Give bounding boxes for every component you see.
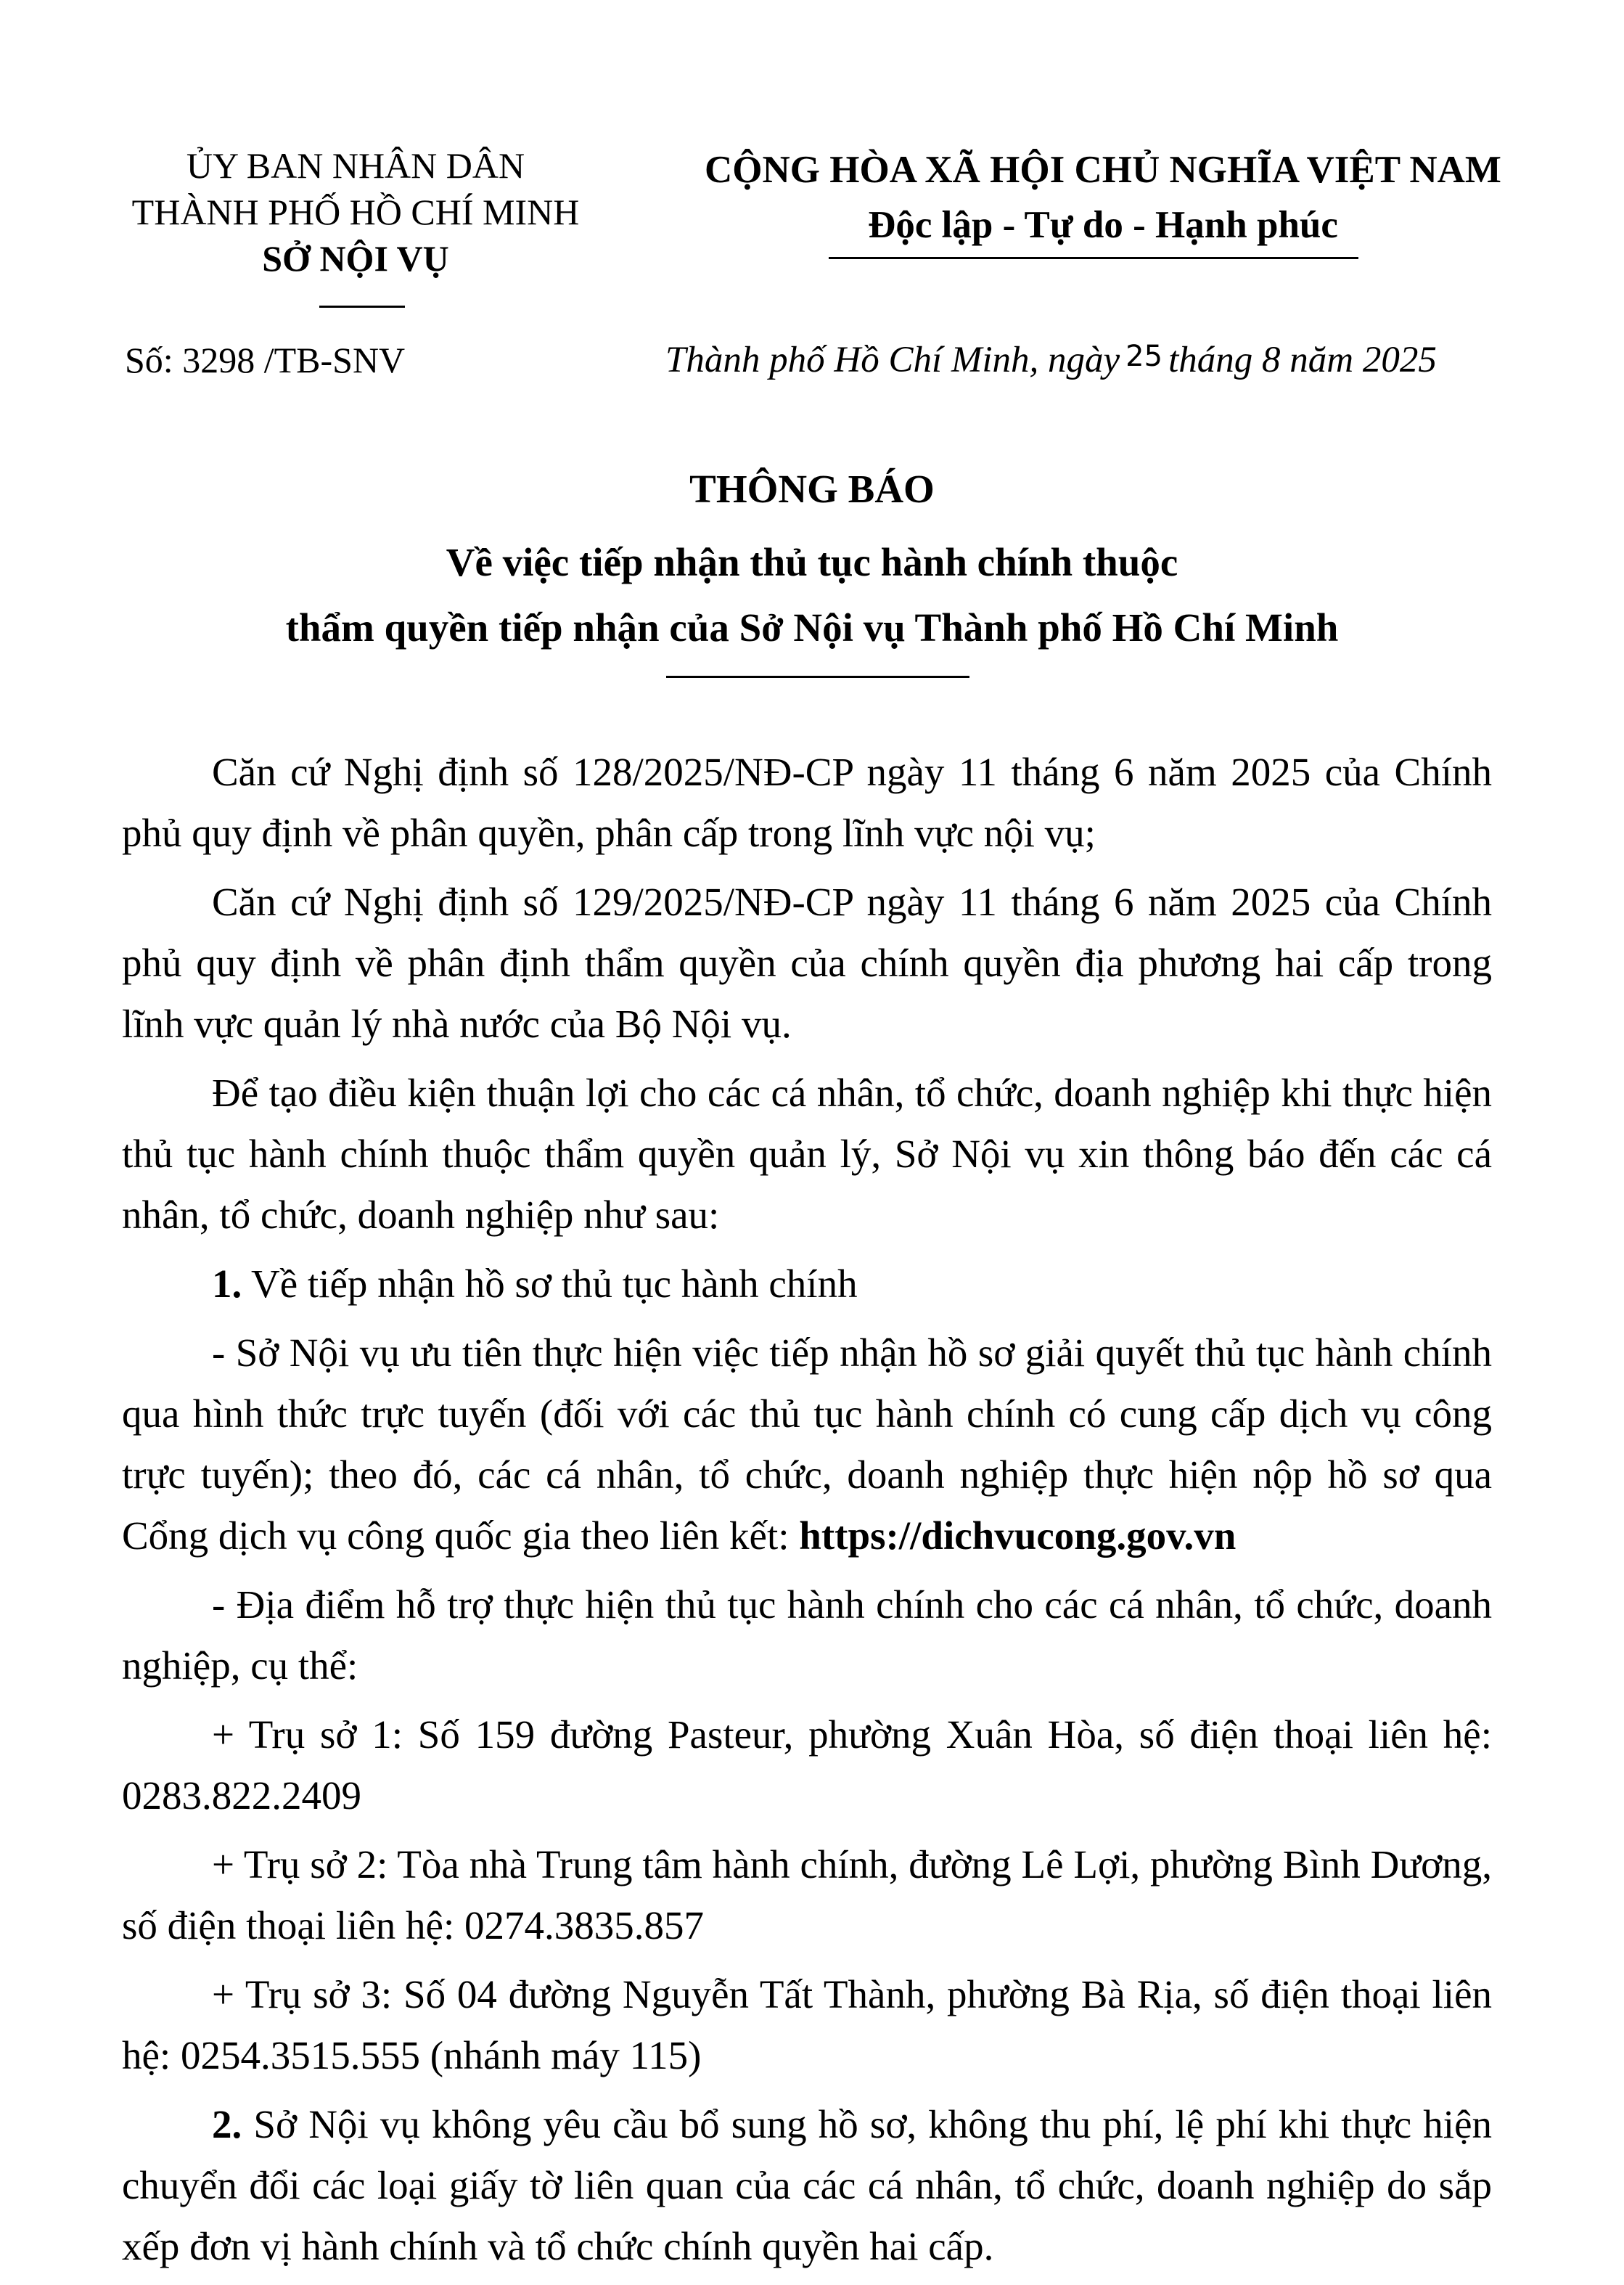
- paragraph-legal-basis-2: Căn cứ Nghị định số 129/2025/NĐ-CP ngày 11 tháng 6 năm 2025 của Chính phủ quy định về phân định thẩm quyền của chính quyền địa phương hai cấp trong lĩnh vực quản lý nhà nước của Bộ Nội vụ.: [122, 880, 1492, 1046]
- section-1-title: Về tiếp nhận hồ sơ thủ tục hành chính: [242, 1262, 858, 1306]
- motto-underline: [829, 257, 1358, 259]
- date-day: 25: [1125, 340, 1163, 373]
- paragraph-intro: Để tạo điều kiện thuận lợi cho các cá nhân, tổ chức, doanh nghiệp khi thực hiện thủ tục hành chính thuộc thẩm quyền quản lý, Sở Nội vụ xin thông báo đến các cá nhân, tổ chức, doanh nghiệp như sau:: [122, 1071, 1492, 1237]
- paragraph-online-submission: [122, 1323, 1492, 1566]
- document-subtitle: [0, 530, 1624, 661]
- section-2: [122, 2094, 1492, 2277]
- section-1-heading: [122, 1254, 1492, 1315]
- office-2: + Trụ sở 2: Tòa nhà Trung tâm hành chính, đường Lê Lợi, phường Bình Dương, số điện thoại liên hệ: 0274.3835.857: [122, 1842, 1492, 1947]
- document-title: THÔNG BÁO: [689, 467, 935, 511]
- subtitle-line-2: thẩm quyền tiếp nhận của Sở Nội vụ Thành phố Hồ Chí Minh: [285, 605, 1339, 650]
- section-2-text: Sở Nội vụ không yêu cầu bổ sung hồ sơ, không thu phí, lệ phí khi thực hiện chuyển đổi các loại giấy tờ liên quan của các cá nhân, tổ chức, doanh nghiệp do sắp xếp đơn vị hành chính và tổ chức chính quyền hai cấp.: [122, 2102, 1492, 2268]
- office-3: + Trụ sở 3: Số 04 đường Nguyễn Tất Thành, phường Bà Rịa, số điện thoại liên hệ: 0254.3515.555 (nhánh máy 115): [122, 1972, 1492, 2077]
- org-line-2: THÀNH PHỐ HỒ CHÍ MINH: [131, 192, 580, 232]
- issue-date: [665, 337, 1437, 385]
- online-submission-text: - Sở Nội vụ ưu tiên thực hiện việc tiếp nhận hồ sơ giải quyết thủ tục hành chính qua hình thức trực tuyến (đối với các thủ tục hành chính có cung cấp dịch vụ công trực tuyến); theo đó, các cá nhân, tổ chức, doanh nghiệp thực hiện nộp hồ sơ qua Cổng dịch vụ công quốc gia theo liên kết:: [122, 1330, 1492, 1558]
- org-line-1: ỦY BAN NHÂN DÂN: [186, 145, 525, 186]
- title-underline: [666, 676, 969, 678]
- department-name: SỞ NỘI VỤ: [262, 238, 449, 279]
- national-motto: Độc lập - Tự do - Hạnh phúc: [868, 204, 1338, 246]
- document-number: Số: 3298 /TB-SNV: [125, 340, 406, 380]
- paragraph-legal-basis-1: Căn cứ Nghị định số 128/2025/NĐ-CP ngày 11 tháng 6 năm 2025 của Chính phủ quy định về phân quyền, phân cấp trong lĩnh vực nội vụ;: [122, 750, 1492, 855]
- national-header: [675, 142, 1531, 253]
- office-1: + Trụ sở 1: Số 159 đường Pasteur, phường Xuân Hòa, số điện thoại liên hệ: 0283.822.2409: [122, 1712, 1492, 1818]
- date-suffix: tháng 8 năm 2025: [1168, 340, 1437, 380]
- public-service-portal-link[interactable]: https://dichvucong.gov.vn: [799, 1513, 1237, 1558]
- document-body: [122, 742, 1492, 2285]
- issuing-authority: [87, 142, 624, 282]
- paragraph-support-locations: - Địa điểm hỗ trợ thực hiện thủ tục hành chính cho các cá nhân, tổ chức, doanh nghiệp, cụ thể:: [122, 1582, 1492, 1688]
- department-underline: [319, 306, 405, 308]
- section-2-number: 2.: [212, 2102, 242, 2146]
- national-title: CỘNG HÒA XÃ HỘI CHỦ NGHĨA VIỆT NAM: [705, 149, 1501, 191]
- subtitle-line-1: Về việc tiếp nhận thủ tục hành chính thuộc: [446, 540, 1178, 584]
- date-prefix: Thành phố Hồ Chí Minh, ngày: [665, 340, 1120, 380]
- section-1-number: 1.: [212, 1262, 242, 1306]
